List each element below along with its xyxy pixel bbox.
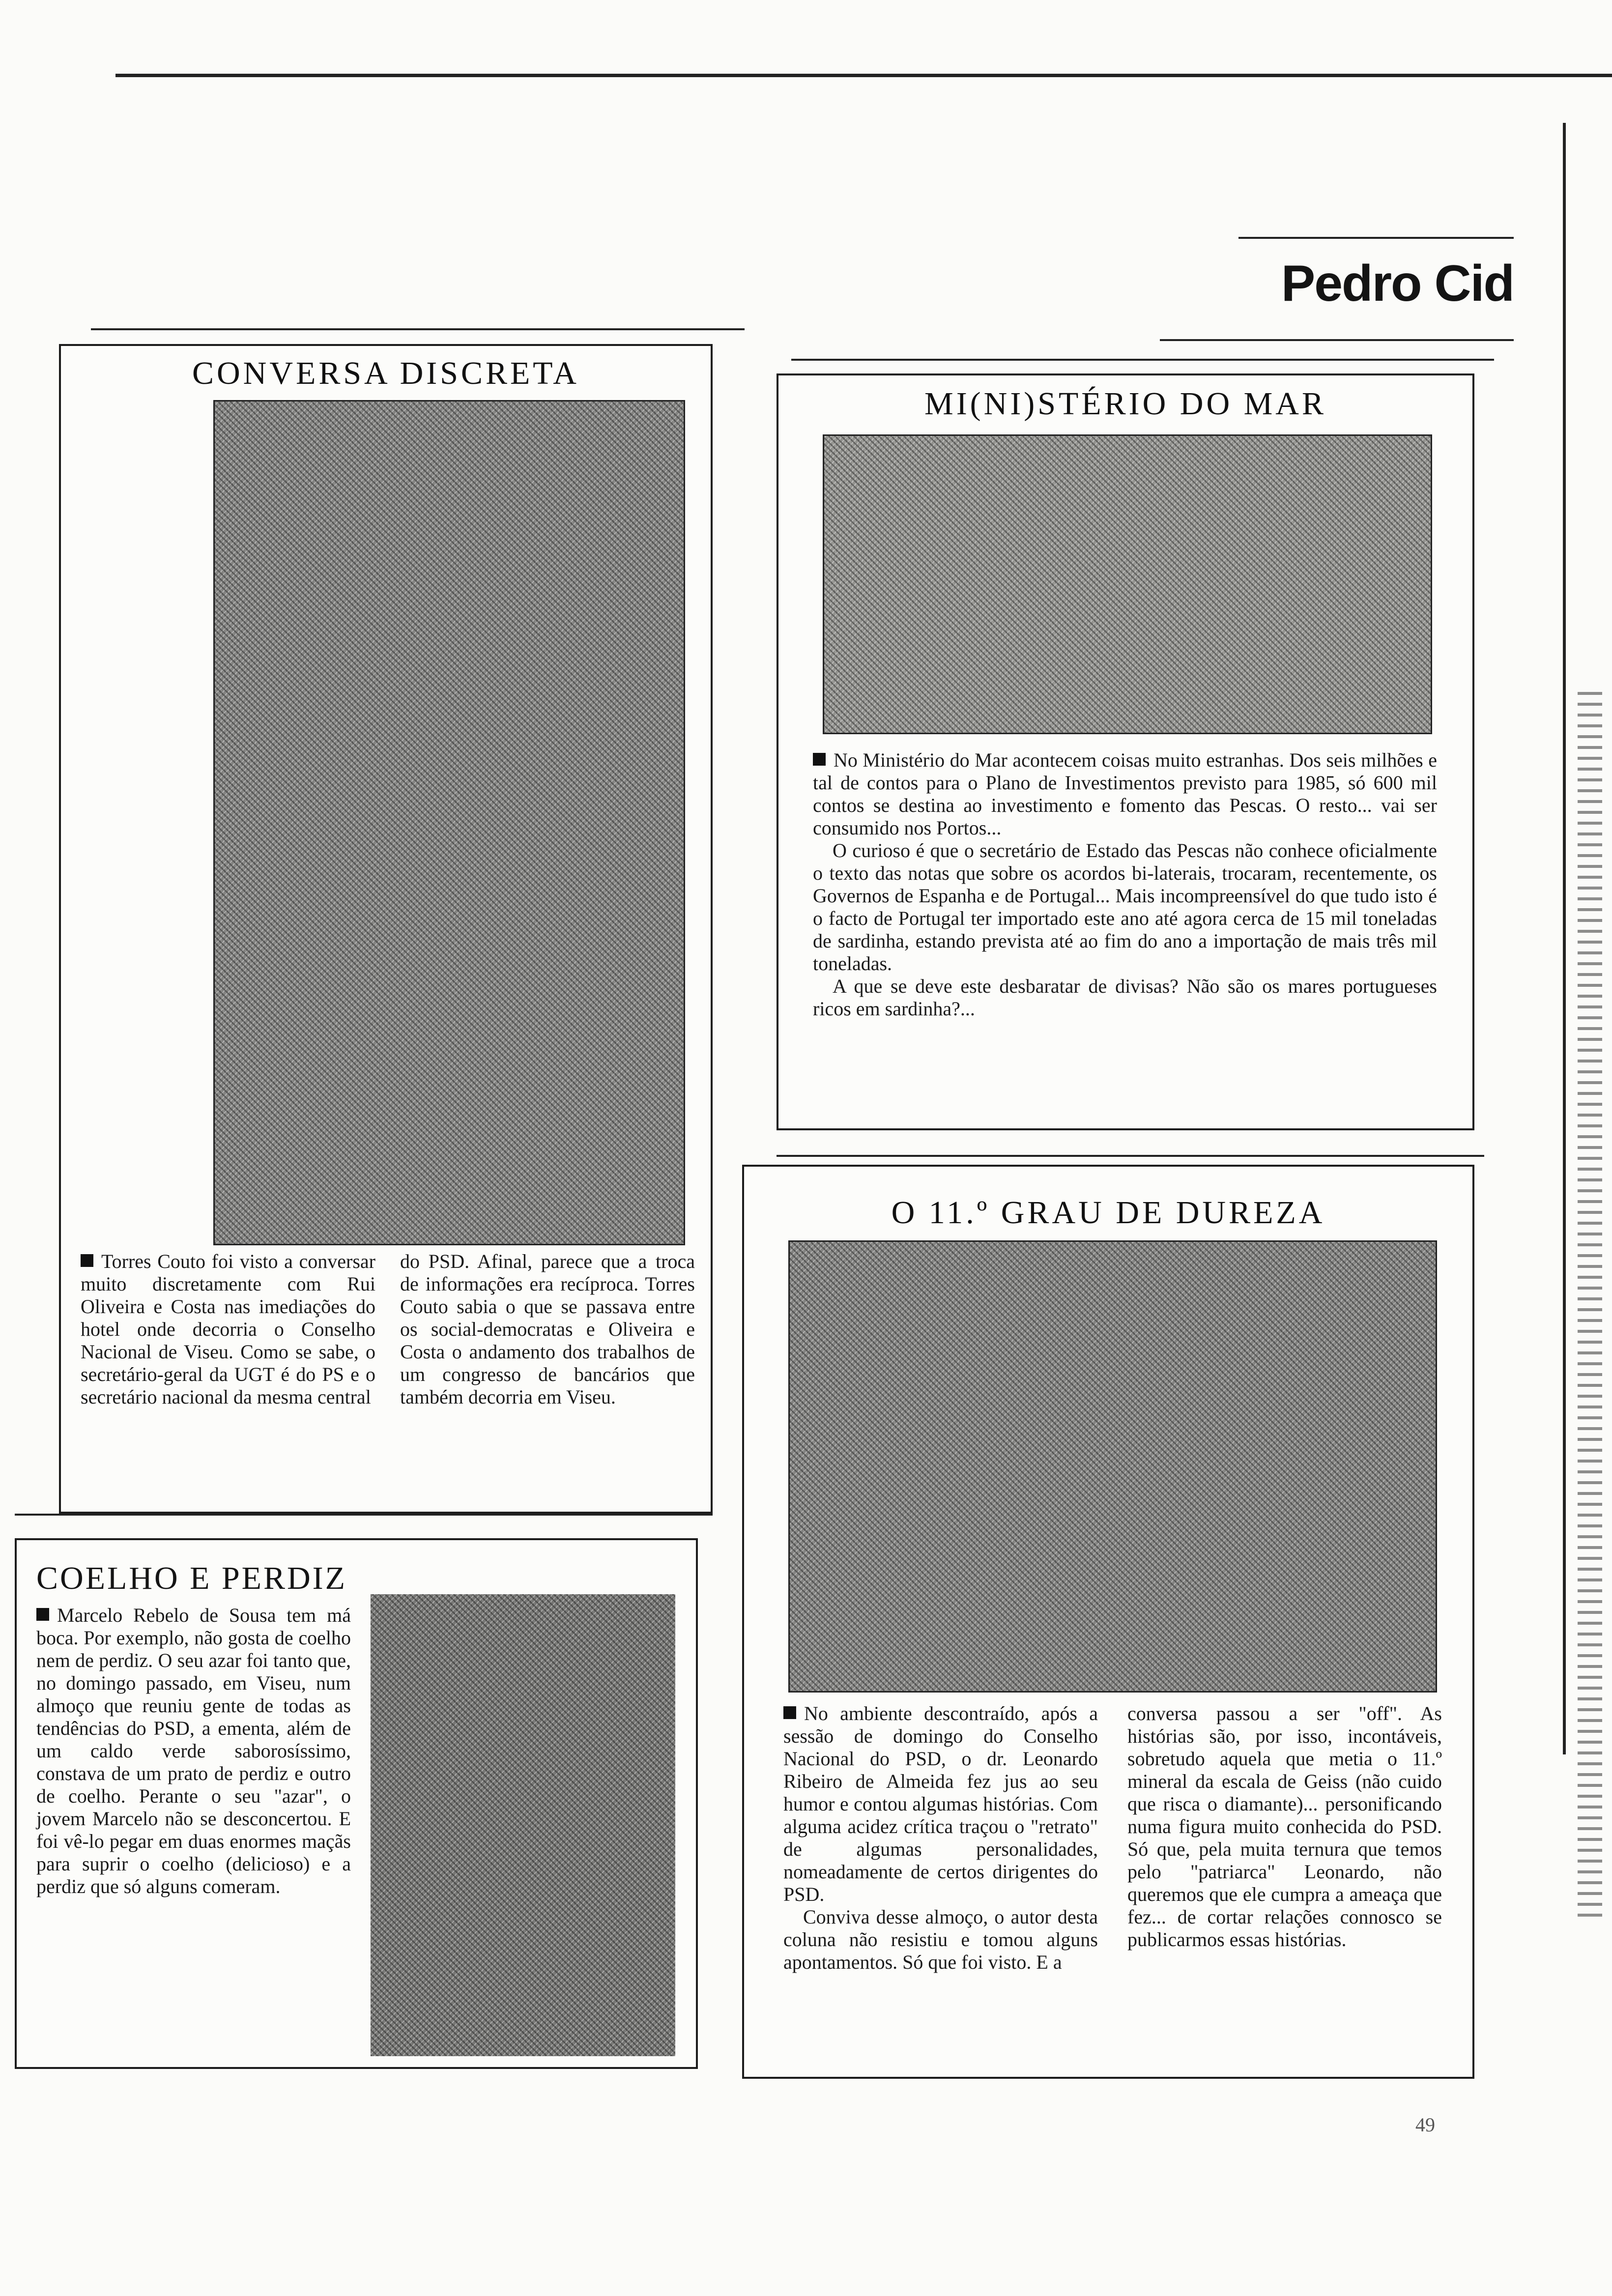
conversa-headline: CONVERSA DISCRETA <box>192 355 579 391</box>
mar-headline: MI(NI)STÉRIO DO MAR <box>924 386 1326 422</box>
coelho-body: Marcelo Rebelo de Sousa tem má boca. Por exemplo, não gosta de coelho nem de perdiz. O seu azar foi tanto que, no domingo passado, em Viseu, num almoço que reuniu gente de todas as tendências do PSD, a ementa, além de um caldo verde saborosíssimo, constava de um prato de perdiz e outro de coelho. Perante o seu "azar", o jovem Marcelo não se desconcertou. E foi vê-lo pegar em duas enormes maçãs para suprir o coelho (delicioso) e a perdiz que só alguns comeram. <box>36 1604 351 1897</box>
bullet-square-icon <box>783 1706 796 1719</box>
torres-couto-photo <box>213 400 685 1245</box>
header-rule-upper <box>1238 237 1514 239</box>
coelho-headline: COELHO E PERDIZ <box>36 1560 347 1596</box>
right-margin-rule <box>1563 123 1566 1754</box>
header-rule-lower <box>1160 339 1514 341</box>
article-coelho-e-perdiz <box>15 1538 698 2069</box>
grau-column-2: conversa passou a ser "off". As histórias são, por isso, incontáveis, sobretudo aquela que metia o 11.º mineral da escala de Geiss (não cuido que risca o diamante)... personificando numa figura muito conhecida do PSD. Só que, pela muita ternura que temos pelo "patriarca" Leonardo, não queremos que ele cumpra a ameaça que fez... de cortar relações connosco se publicarmos essas histórias. <box>1127 1702 1442 1951</box>
mar-top-rule <box>791 359 1494 361</box>
grau-top-rule <box>777 1155 1484 1157</box>
grau-headline: O 11.º GRAU DE DUREZA <box>891 1195 1325 1231</box>
conversa-column-1: Torres Couto foi visto a conversar muito discretamente com Rui Oliveira e Costa nas imediações do hotel onde decorria o Conselho Nacional de Viseu. Como se sabe, o secretário-geral da UGT é do PS e o secretário nacional da mesma central <box>81 1250 375 1408</box>
top-rule <box>115 74 1612 77</box>
margin-scan-noise <box>1578 688 1602 1917</box>
article-11-grau-de-dureza <box>742 1165 1474 2079</box>
conversa-column-2: do PSD. Afinal, parece que a troca de informações era recíproca. Torres Couto sabia o que se passava entre os social-democratas e Oliveira e Costa o andamento dos trabalhos de um congresso de bancários que também decorria em Viseu. <box>400 1250 695 1408</box>
mar-body: No Ministério do Mar acontecem coisas muito estranhas. Dos seis milhões e tal de contos para o Plano de Investimentos previsto para 1985, só 600 mil contos se destina ao investimento e fomento das Pescas. O resto... vai ser consumido nos Portos... O curioso é que o secretário de Estado das Pescas não conhece oficialmente o texto das notas que sobre os acordos bi-laterais, trocaram, recentemente, os Governos de Espanha e de Portugal... Mais incompreensível do que tudo isto é o facto de Portugal ter importado este ano até agora cerca de 15 mil toneladas de sardinha, estando prevista até ao fim do ano a importação de mais três mil toneladas. A que se deve este desbaratar de divisas? Não são os mares portugueses ricos em sardinha?... <box>813 749 1437 1020</box>
leonardo-ribeiro-photo <box>788 1240 1437 1693</box>
article-ministerio-do-mar <box>777 373 1474 1130</box>
conversa-top-rule <box>91 328 745 330</box>
marcelo-rebelo-photo <box>371 1594 675 2056</box>
bullet-square-icon <box>813 753 826 766</box>
coelho-top-rule <box>15 1514 713 1516</box>
author-name: Pedro Cid <box>1281 255 1514 312</box>
port-harbour-photo <box>823 434 1432 734</box>
article-conversa-discreta <box>59 344 713 1514</box>
bullet-square-icon <box>81 1254 93 1267</box>
page-number: 49 <box>1415 2114 1435 2136</box>
grau-column-1: No ambiente descontraído, após a sessão de domingo do Conselho Nacional do PSD, o dr. Leonardo Ribeiro de Almeida fez jus ao seu humor e contou algumas histórias. Com alguma acidez crítica traçou o "retrato" de algumas personalidades, nomeadamente de certos dirigentes do PSD. Conviva desse almoço, o autor desta coluna não resistiu e tomou alguns apontamentos. Só que foi visto. E a <box>783 1702 1098 1973</box>
bullet-square-icon <box>36 1608 49 1621</box>
